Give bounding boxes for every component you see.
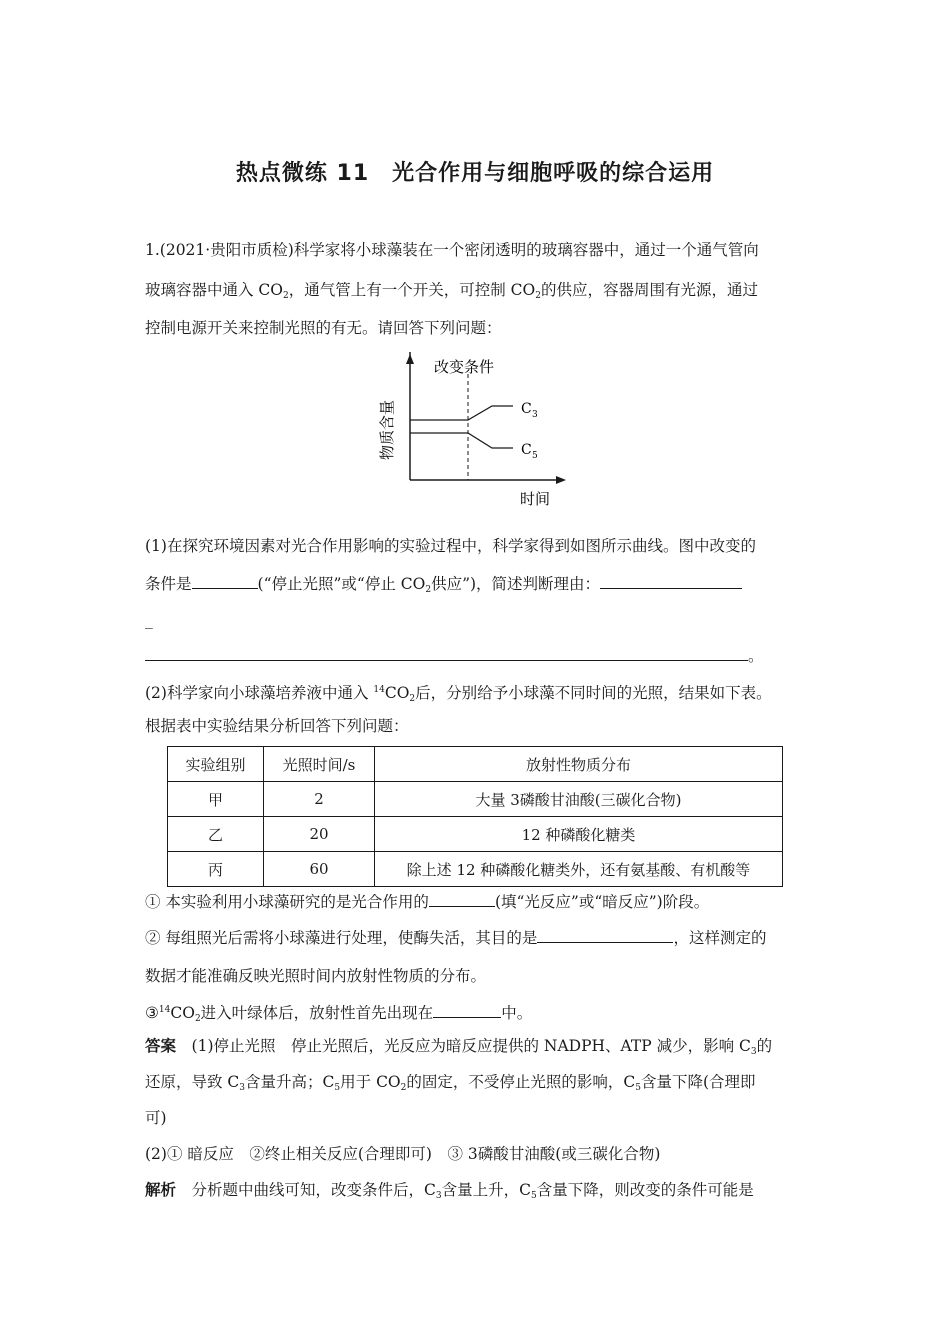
part1-line-3: _ [145,611,153,629]
answer-blank [600,574,742,589]
c5-curve [410,433,513,448]
part1-line-2: 条件是 (“停止光照”或“停止 $CO_2$供应”)，简述判断理由： [145,574,742,600]
answer-blank [145,646,748,661]
answer-label: 答案 [145,1037,177,1055]
table-cell: 大量 3磷酸甘油酸(三碳化合物) [375,782,783,817]
answer-line-1: 答案 (1)停止光照 停止光照后，光反应为暗反应提供的 NADPH、ATP 减少，影响 $C_3$的 [145,1037,773,1057]
table-header-cell: 放射性物质分布 [375,747,783,782]
question-stem-line-3: 控制电源开关来控制光照的有无。请回答下列问题： [145,319,502,337]
part1-line-4: 。 [145,646,764,666]
table-cell: 20 [264,817,375,852]
top-label: 改变条件 [434,358,495,376]
results-table [167,746,783,887]
part1-line-1: (1)在探究环境因素对光合作用影响的实验过程中，科学家得到如图所示曲线。图中改变的 [145,537,756,555]
table-cell: 乙 [168,817,264,852]
question-stem-line-2: 玻璃容器中通入 $CO_2$，通气管上有一个开关，可控制 $CO_2$的供应，容器周围有光源，通过 [145,281,758,301]
table-row [168,782,783,817]
content-graph [370,352,590,512]
c3-curve [410,406,513,420]
c5-sub: 5 [532,451,538,461]
table-header-row [168,747,783,782]
sub-question-2: ② 每组照光后需将小球藻进行处理，使酶失活，其目的是 ，这样测定的 [145,929,767,947]
table-cell: 2 [264,782,375,817]
table-row [168,852,783,887]
answer-blank [192,574,258,589]
table-cell: 丙 [168,852,264,887]
c3-label: C [521,401,532,417]
sub-question-1: ① 本实验利用小球藻研究的是光合作用的 (填“光反应”或“暗反应”)阶段。 [145,893,710,911]
table-cell: 60 [264,852,375,887]
table-cell: 甲 [168,782,264,817]
x-axis-arrow [556,476,566,484]
answer-blank [429,892,495,907]
answer-blank [433,1003,501,1018]
analysis-label: 解析 [145,1181,177,1199]
analysis-line-1: 解析 分析题中曲线可知，改变条件后，$C_3$含量上升，$C_5$含量下降，则改变的条件可能是 [145,1181,754,1201]
table-cell: 除上述 12 种磷酸化糖类外，还有氨基酸、有机酸等 [375,852,783,887]
table-header-cell: 实验组别 [168,747,264,782]
sub-question-3: $③^{14}CO_2$进入叶绿体后，放射性首先出现在 中。 [145,1004,533,1024]
c3-sub: 3 [532,410,538,420]
question-stem-line-1: 1.(2021·贵阳市质检)科学家将小球藻装在一个密闭透明的玻璃容器中，通过一个通气管向 [145,241,759,259]
y-axis-label: 物质含量 [378,399,396,460]
page-title: 热点微练 11 光合作用与细胞呼吸的综合运用 [235,161,715,186]
part2-line-2: 根据表中实验结果分析回答下列问题： [145,717,409,735]
answer-line-2: 还原，导致 $C_3$含量升高；$C_5$用于 $CO_2$的固定，不受停止光照的影响，$C_5$含量下降(合理即 [145,1073,756,1093]
x-axis-label: 时间 [520,490,551,508]
part2-line-1: (2)科学家向小球藻培养液中通入 $^{14}CO_2$后，分别给予小球藻不同时间的光照，结果如下表。 [145,684,772,704]
sub-question-2-cont: 数据才能准确反映光照时间内放射性物质的分布。 [145,967,487,985]
y-axis-arrow [406,354,414,364]
table-cell: 12 种磷酸化糖类 [375,817,783,852]
table-header-cell: 光照时间/s [264,747,375,782]
table-row [168,817,783,852]
c5-label: C [521,442,532,458]
answer-line-3: 可) [145,1109,167,1127]
answer-blank [537,928,673,943]
answer-line-4: (2)① 暗反应 ②终止相关反应(合理即可) ③ 3磷酸甘油酸(或三碳化合物) [145,1145,661,1163]
